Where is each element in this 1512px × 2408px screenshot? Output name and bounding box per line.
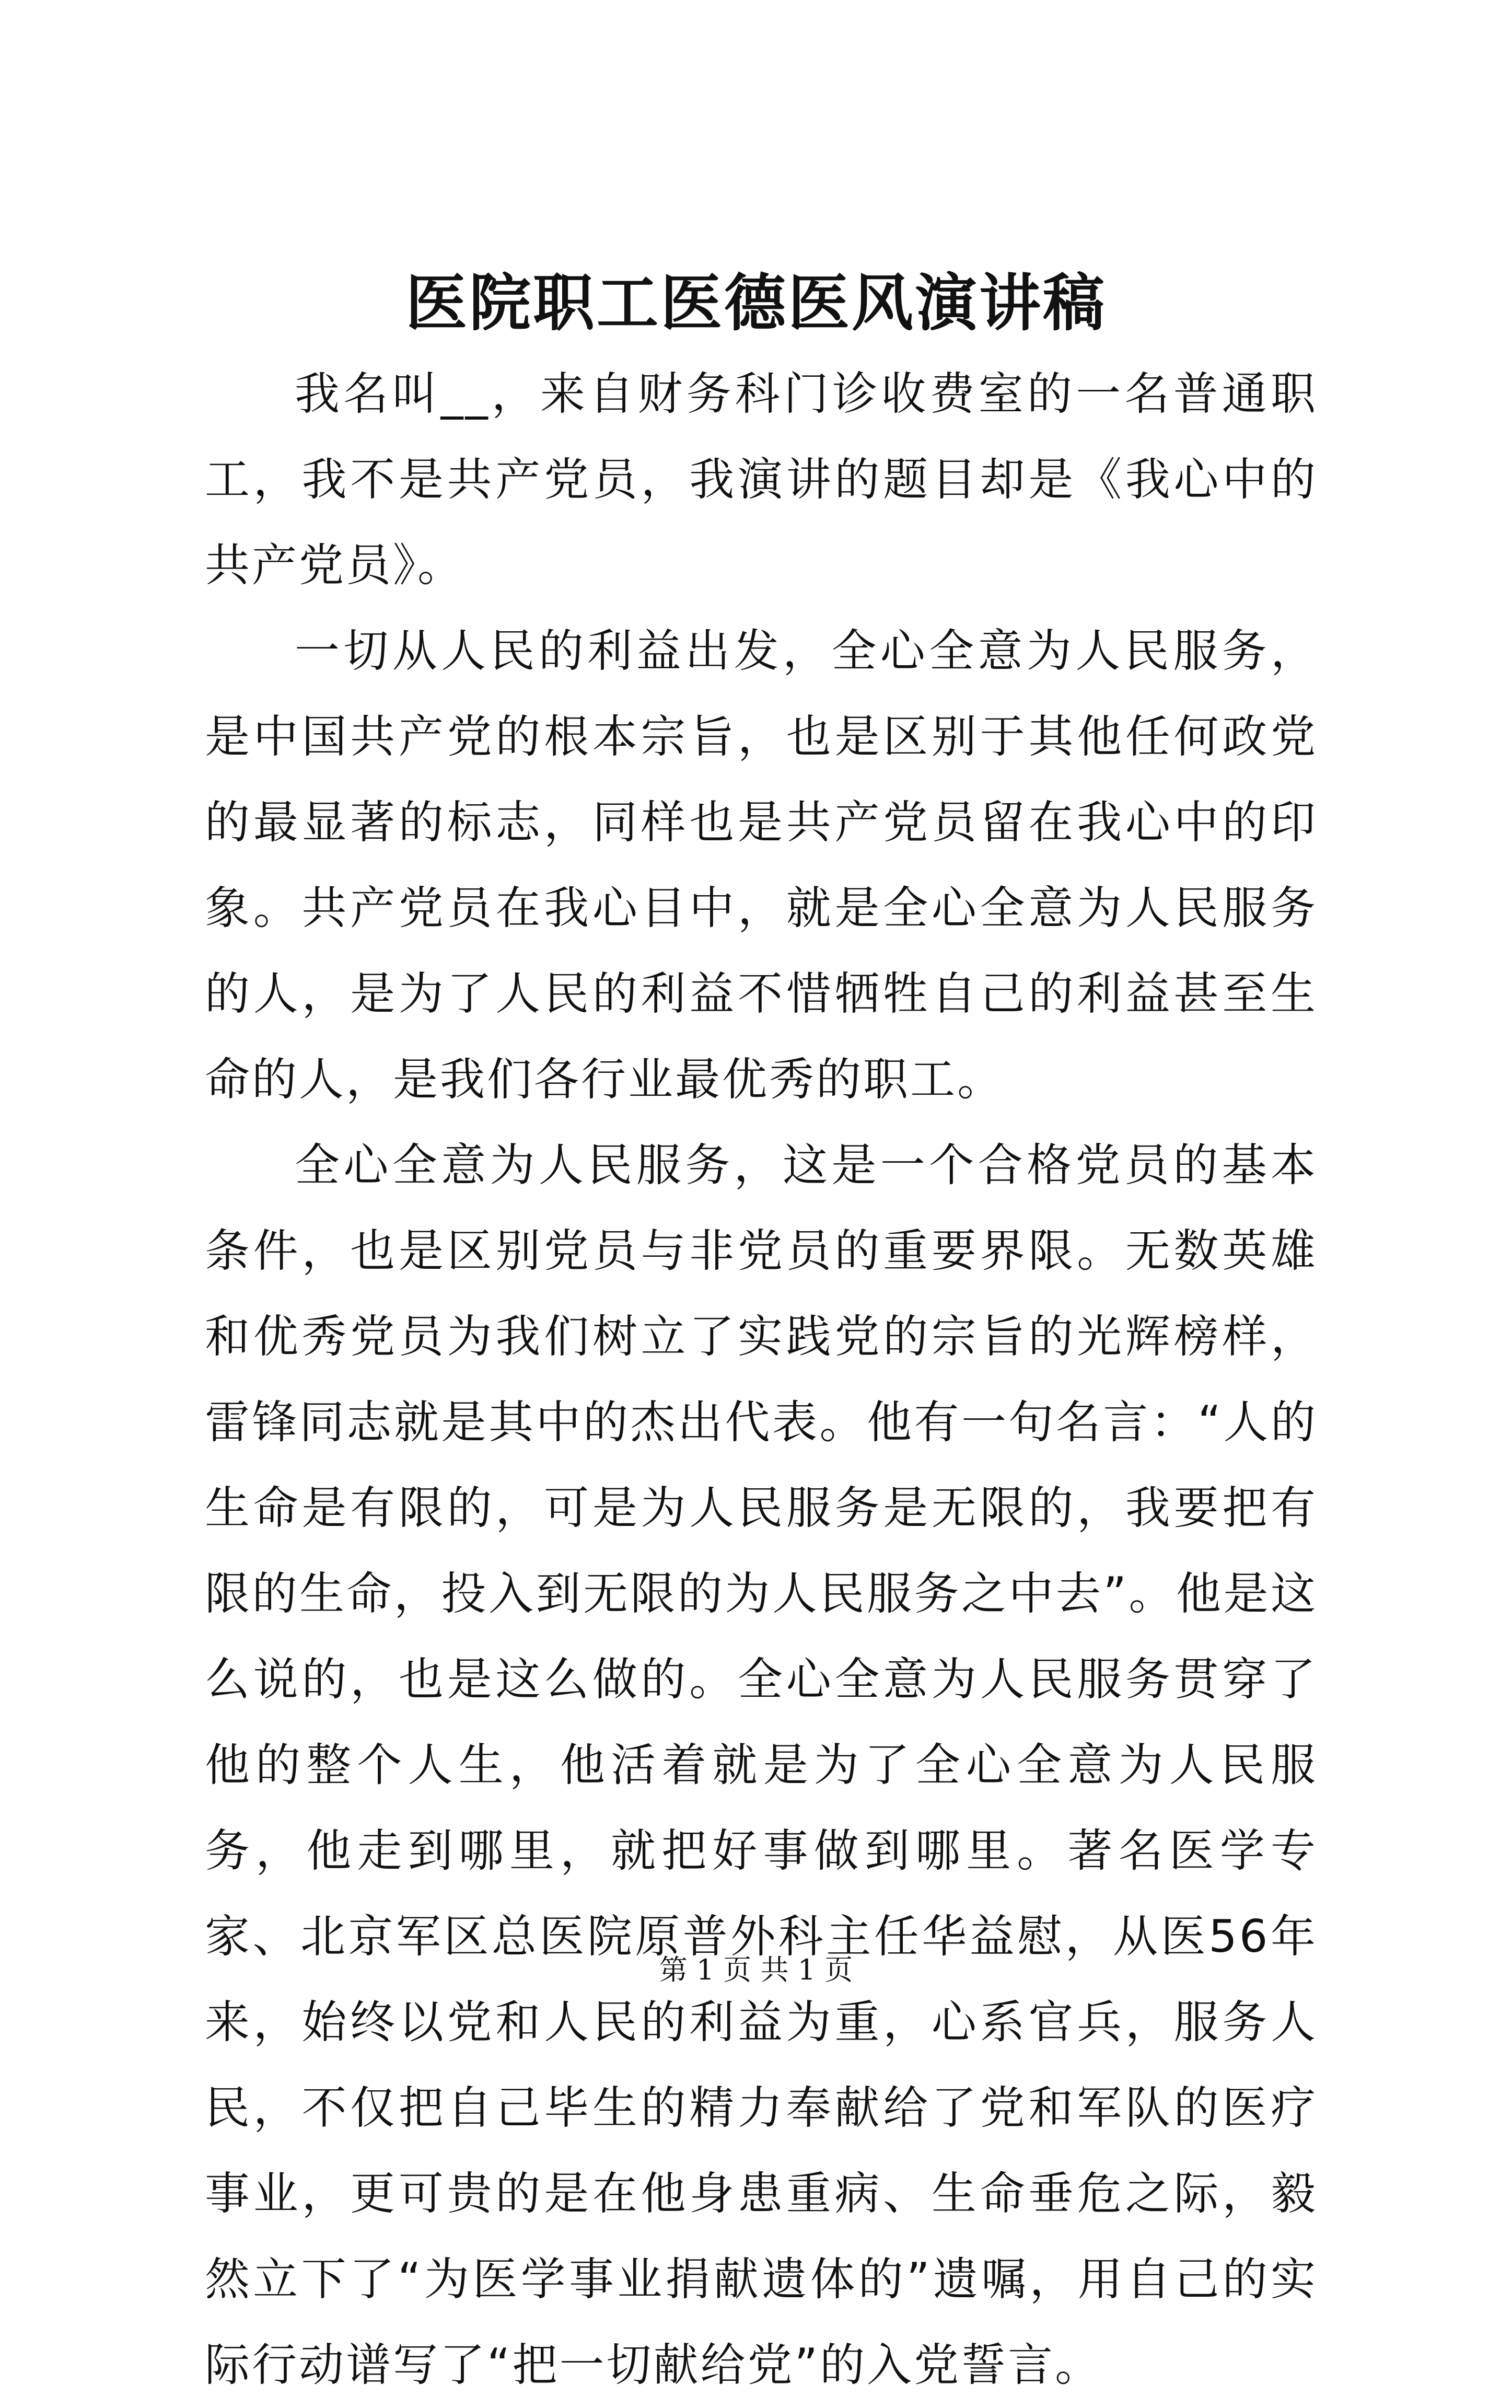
document-title: 医院职工医德医风演讲稿 — [405, 267, 1107, 339]
document-body — [205, 351, 1318, 2408]
page-footer: 第 1 页 共 1 页 — [659, 1953, 853, 1986]
paragraph-2: 一切从人民的利益出发，全心全意为人民服务，是中国共产党的根本宗旨，也是区别于其他任何政党的最显著的标志，同样也是共产党员留在我心中的印象。共产党员在我心目中，就是全心全意为人民服务的人，是为了人民的利益不惜牺牲自己的利益甚至生命的人，是我们各行业最优秀的职工。 — [205, 625, 1318, 1106]
paragraph-1: 我名叫__，来自财务科门诊收费室的一名普通职工，我不是共产党员，我演讲的题目却是《我心中的共产党员》。 — [205, 368, 1318, 592]
paragraph-3: 全心全意为人民服务，这是一个合格党员的基本条件，也是区别党员与非党员的重要界限。无数英雄和优秀党员为我们树立了实践党的宗旨的光辉榜样，雷锋同志就是其中的杰出代表。他有一句名言：“人的生命是有限的，可是为人民服务是无限的，我要把有限的生命，投入到无限的为人民服务之中去”。他是这么说的，也是这么做的。全心全意为人民服务贯穿了他的整个人生，他活着就是为了全心全意为人民服务，他走到哪里，就把好事做到哪里。著名医学专家、北京军区总医院原普外科主任华益慰，从医56年来，始终以党和人民的利益为重，心系官兵，服务人民，不仅把自己毕生的精力奉献给了党和军队的医疗事业，更可贵的是在他身患重病、生命垂危之际，毅然立下了“为医学事业捐献遗体的”遗嘱，用自己的实际行动谱写了“把一切献给党”的入党誓言。 — [205, 1139, 1318, 2391]
